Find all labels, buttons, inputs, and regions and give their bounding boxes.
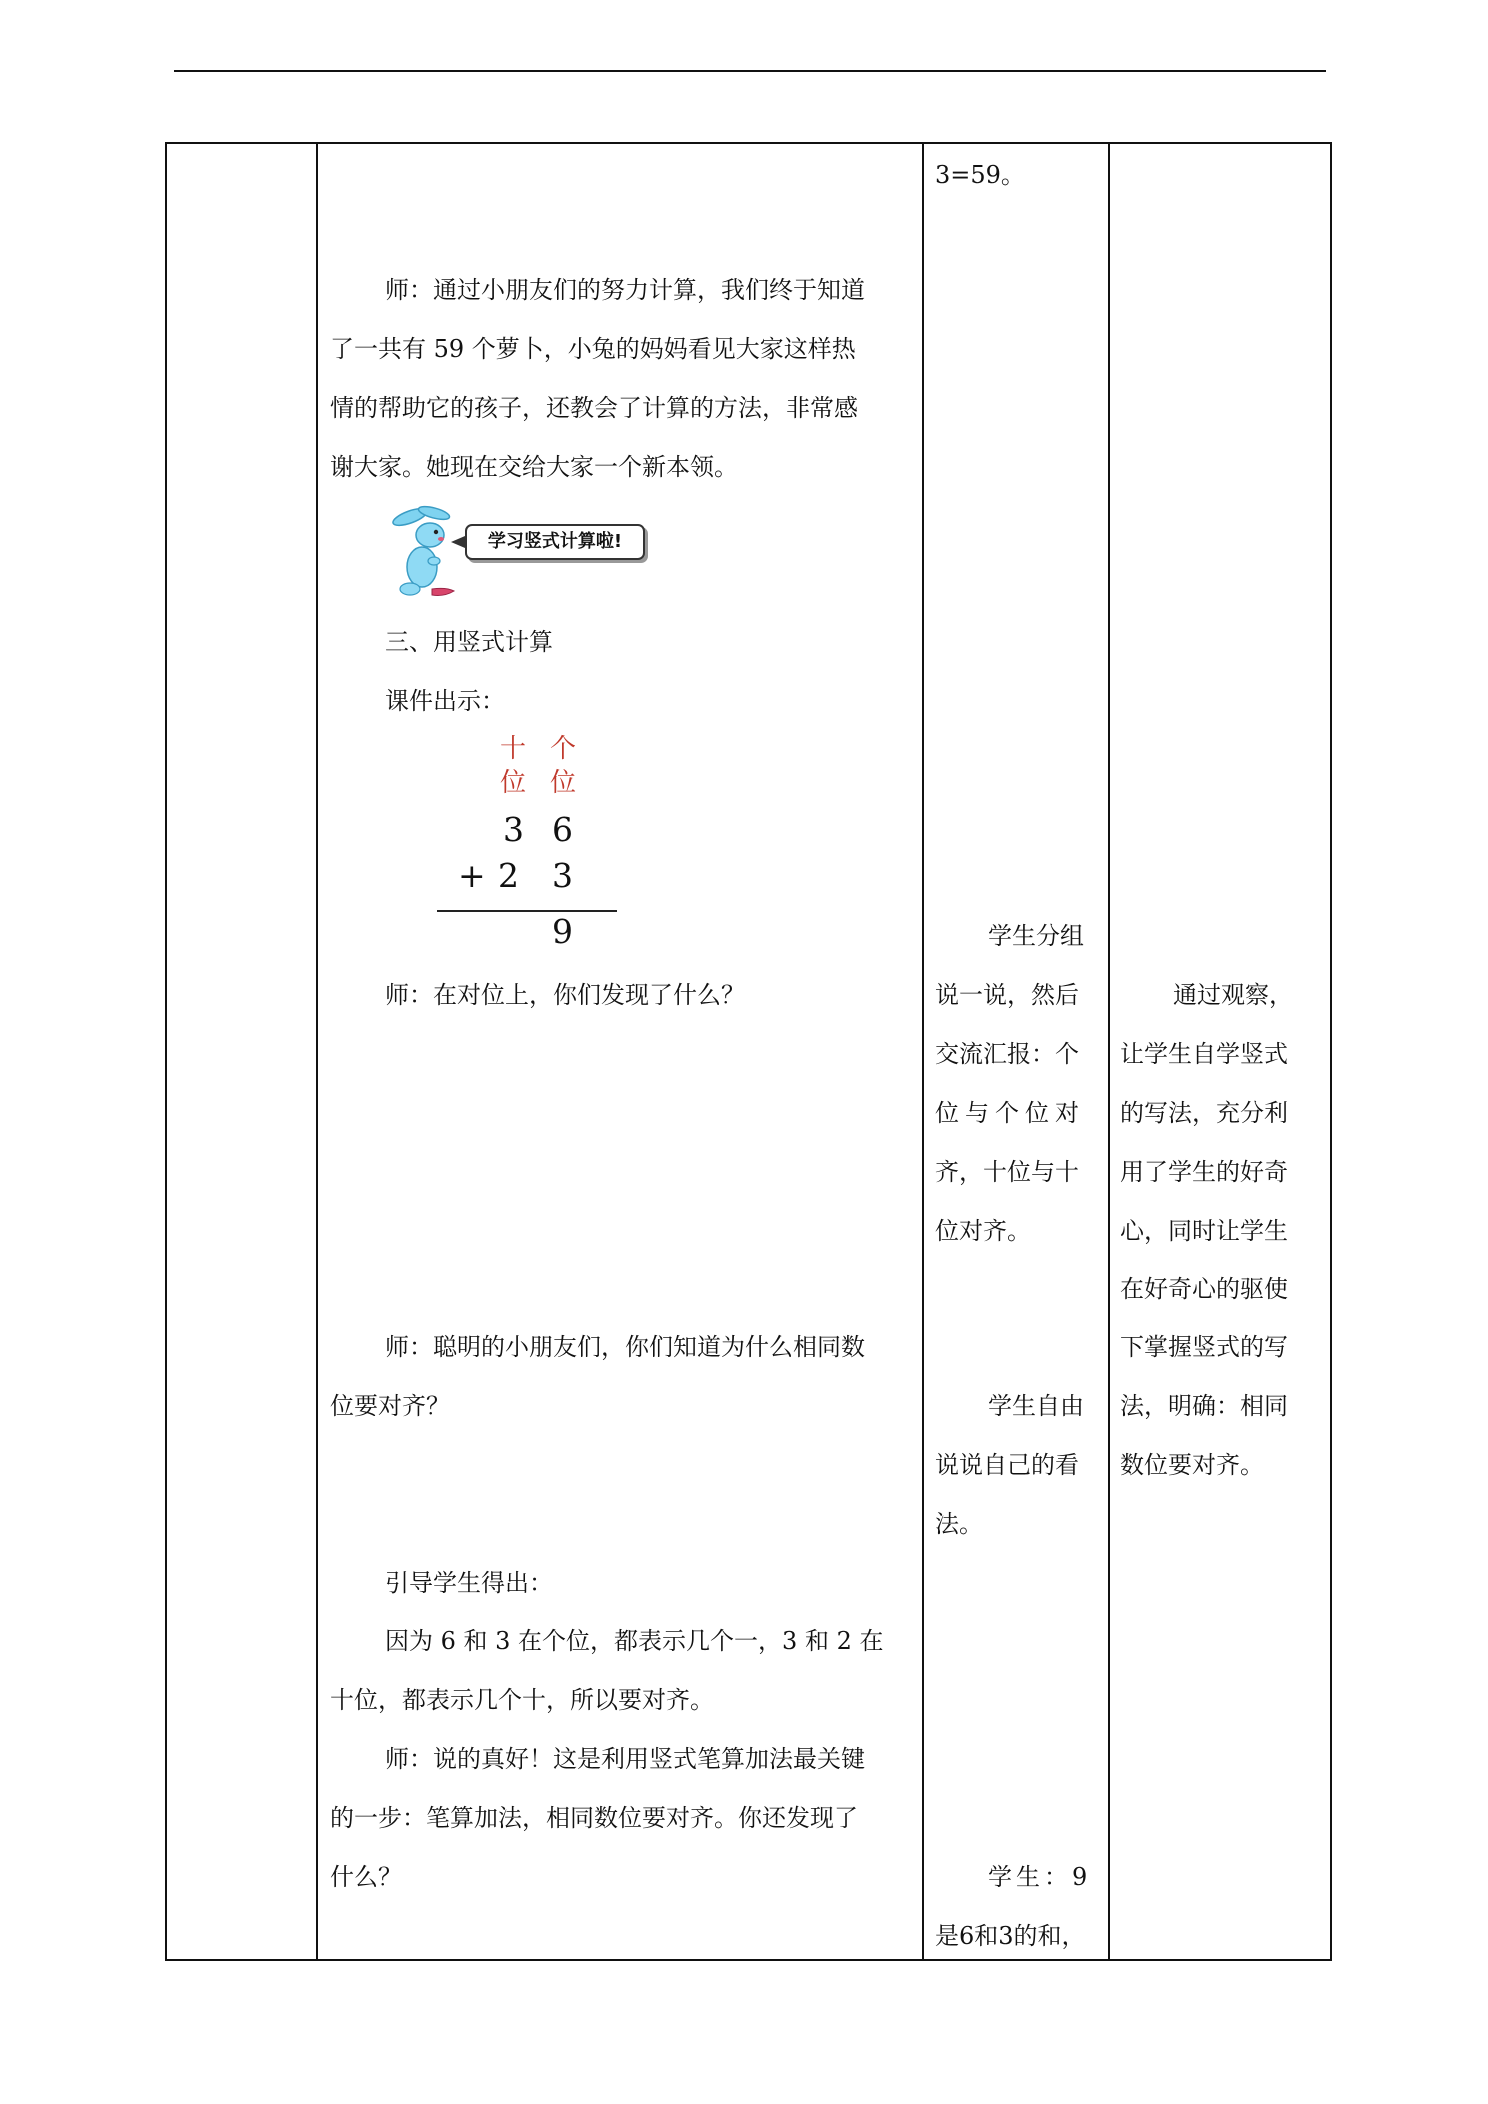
text-line: 说说自己的看 — [935, 1451, 1079, 1479]
praise-line-3: 什么？ — [330, 1863, 402, 1891]
text-line: 法，明确：相同 — [1120, 1392, 1288, 1420]
text-line: 学生自由 — [988, 1392, 1084, 1420]
text-line: 情的帮助它的孩子，还教会了计算的方法，非常感 — [330, 394, 858, 422]
courseware-label: 课件出示： — [385, 687, 505, 715]
text-line: 说一说，然后 — [935, 981, 1079, 1009]
place-ones-1: 个 — [550, 734, 577, 764]
text-line: 用了学生的好奇 — [1120, 1158, 1288, 1186]
header-rule — [174, 70, 1326, 72]
column-divider-2 — [922, 142, 924, 1961]
text-line: 位要对齐？ — [330, 1392, 450, 1420]
row1-ones: 6 — [552, 810, 573, 849]
guide-text: 引导学生得出： — [385, 1569, 553, 1597]
text-line: 谢大家。她现在交给大家一个新本领。 — [330, 453, 738, 481]
student-equation: 3=59。 — [935, 161, 1025, 189]
praise-line-1: 师：说的真好！这是利用竖式笔算加法最关键 — [385, 1745, 865, 1773]
speech-bubble: 学习竖式计算啦! — [465, 524, 645, 560]
text-line: 数位要对齐。 — [1120, 1451, 1264, 1479]
result-ones: 9 — [552, 912, 573, 951]
explanation-line-1: 因为 6 和 3 在个位，都表示几个一，3 和 2 在 — [385, 1627, 884, 1655]
sum-line — [437, 910, 617, 912]
text-line: 位与个位对 — [935, 1099, 1085, 1127]
text-line: 通过观察， — [1173, 981, 1293, 1009]
text-line: 学生：9 — [988, 1863, 1092, 1891]
text-line: 是6和3的和， — [935, 1922, 1086, 1950]
text-line: 师：通过小朋友们的努力计算，我们终于知道 — [385, 276, 865, 304]
column-divider-3 — [1108, 142, 1110, 1961]
column-divider-1 — [316, 142, 318, 1961]
section-heading: 三、用竖式计算 — [385, 628, 553, 656]
row2-ones: 3 — [552, 856, 573, 895]
place-tens-2: 位 — [500, 768, 527, 798]
rabbit-illustration — [388, 505, 468, 600]
teacher-question-2: 师：聪明的小朋友们，你们知道为什么相同数 — [385, 1333, 865, 1361]
place-tens-1: 十 — [500, 734, 527, 764]
text-line: 让学生自学竖式 — [1120, 1040, 1288, 1068]
text-line: 齐，十位与十 — [935, 1158, 1079, 1186]
teacher-question-1: 师：在对位上，你们发现了什么？ — [385, 981, 745, 1009]
explanation-line-2: 十位，都表示几个十，所以要对齐。 — [330, 1686, 714, 1714]
row1-tens: 3 — [503, 810, 524, 849]
text-line: 法。 — [935, 1510, 983, 1538]
text-line: 位对齐。 — [935, 1217, 1031, 1245]
text-line: 的写法，充分利 — [1120, 1099, 1288, 1127]
text-line: 了一共有 59 个萝卜，小兔的妈妈看见大家这样热 — [330, 335, 856, 363]
text-line: 交流汇报：个 — [935, 1040, 1079, 1068]
praise-line-2: 的一步：笔算加法，相同数位要对齐。你还发现了 — [330, 1804, 858, 1832]
plus-sign: + — [458, 856, 486, 895]
text-line: 学生分组 — [988, 922, 1084, 950]
text-line: 下掌握竖式的写 — [1120, 1333, 1288, 1361]
row2-tens: 2 — [498, 856, 519, 895]
speech-bubble-tail — [451, 536, 465, 548]
text-line: 在好奇心的驱使 — [1120, 1275, 1288, 1303]
text-line: 心，同时让学生 — [1120, 1217, 1288, 1245]
place-ones-2: 位 — [550, 768, 577, 798]
